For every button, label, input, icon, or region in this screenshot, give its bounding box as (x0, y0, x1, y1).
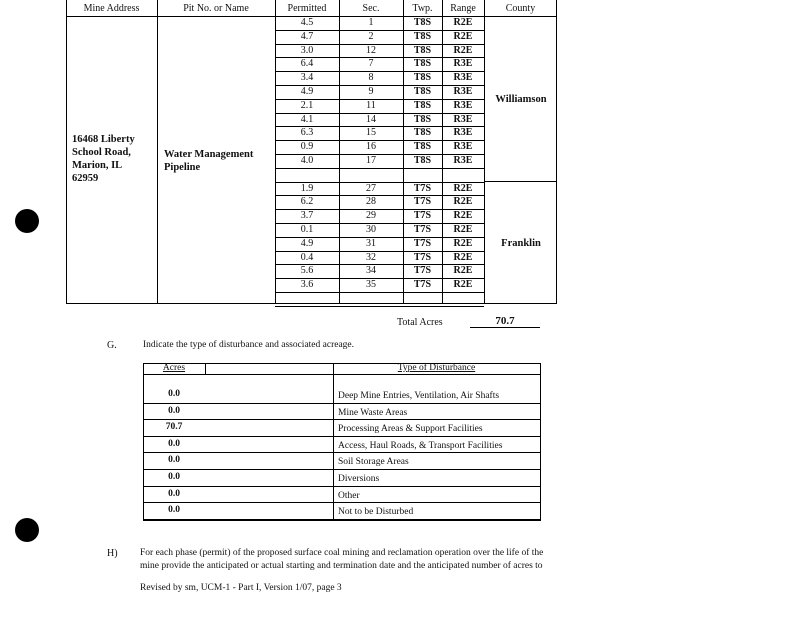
cell-acres: 1.9 (300, 182, 314, 194)
cell-range: R2E (453, 182, 473, 194)
cell-acres: 0.4 (300, 251, 314, 263)
disturbance-acres: 0.0 (168, 455, 180, 466)
cell-sec: 32 (366, 251, 376, 263)
cell-acres: 5.6 (300, 265, 314, 277)
county-franklin: Franklin (501, 238, 541, 249)
cell-sec: 14 (366, 113, 376, 125)
disturbance-acres: 0.0 (168, 505, 180, 516)
disturbance-row-divider (143, 519, 541, 520)
cell-acres: 2.1 (300, 99, 314, 111)
header-range: Range (450, 3, 476, 14)
row-divider (275, 292, 484, 293)
cell-twp: T8S (413, 127, 432, 139)
cell-acres: 0.9 (300, 141, 314, 153)
disturbance-row-divider (143, 452, 541, 453)
cell-sec: 1 (368, 17, 374, 28)
county-williamson: Williamson (495, 94, 547, 105)
cell-acres: 6.3 (300, 127, 314, 139)
cell-twp: T7S (413, 237, 432, 249)
mine-address-line: 62959 (72, 173, 99, 184)
cell-twp: T8S (413, 17, 432, 28)
cell-twp: T8S (413, 99, 432, 111)
disturbance-type: Deep Mine Entries, Ventilation, Air Shafts (338, 391, 500, 401)
cell-sec: 16 (366, 141, 376, 153)
mine-address (72, 133, 135, 185)
cell-range: R2E (453, 196, 473, 208)
header-sec: Sec. (362, 3, 380, 14)
disturbance-table (143, 363, 541, 521)
cell-acres: 4.0 (300, 155, 314, 166)
page-footer: Revised by sm, UCM-1 - Part I, Version 1/07, page 3 (140, 583, 342, 593)
cell-range: R2E (453, 17, 473, 28)
mine-location-table (66, 0, 557, 305)
disturbance-type: Mine Waste Areas (338, 407, 408, 418)
disturbance-row-divider (143, 502, 541, 503)
row-divider (275, 168, 484, 169)
cell-twp: T7S (413, 265, 432, 277)
cell-range: R2E (453, 251, 473, 263)
cell-twp: T7S (413, 224, 432, 235)
cell-range: R2E (453, 237, 473, 249)
cell-twp: T7S (413, 279, 432, 291)
cell-twp: T7S (413, 182, 432, 194)
pit-name (164, 148, 253, 174)
cell-sec: 35 (366, 279, 376, 291)
pit-name-line: Pipeline (164, 162, 201, 173)
cell-range: R2E (453, 30, 473, 42)
header-twp: Twp. (412, 3, 433, 14)
cell-range: R2E (453, 44, 473, 56)
disturbance-type: Other (338, 490, 360, 501)
cell-acres: 4.5 (300, 17, 314, 28)
cell-sec: 12 (366, 44, 376, 56)
cell-acres: 4.7 (300, 30, 314, 42)
disturbance-acres: 0.0 (168, 438, 180, 449)
header-acres-permitted: Permitted (287, 3, 327, 14)
disturbance-row-divider (143, 419, 541, 420)
cell-range: R3E (453, 72, 473, 84)
total-acres-underline (470, 327, 540, 328)
disturbance-acres: 0.0 (168, 405, 180, 416)
cell-range: R3E (453, 155, 473, 166)
cell-twp: T8S (413, 58, 432, 70)
mine-address-line: School Road, (72, 147, 131, 158)
disturbance-type: Soil Storage Areas (338, 457, 409, 468)
mine-address-line: Marion, IL (72, 160, 123, 171)
cell-acres: 4.1 (300, 113, 314, 125)
row-divider (275, 306, 484, 307)
cell-sec: 17 (366, 155, 376, 166)
cell-acres: 4.9 (300, 86, 314, 97)
cell-acres: 6.4 (300, 58, 314, 70)
cell-sec: 7 (368, 58, 374, 70)
cell-sec: 31 (366, 237, 376, 249)
cell-acres: 4.9 (300, 237, 314, 249)
cell-range: R2E (453, 279, 473, 291)
cell-sec: 34 (366, 265, 376, 277)
cell-range: R2E (453, 210, 473, 222)
cell-twp: T8S (413, 141, 432, 153)
cell-sec: 15 (366, 127, 376, 139)
disturbance-acres: 0.0 (168, 472, 180, 482)
cell-range: R3E (453, 127, 473, 139)
cell-twp: T8S (413, 86, 432, 97)
cell-sec: 8 (368, 72, 374, 84)
pit-name-line: Water Management (164, 149, 254, 160)
cell-sec: 30 (366, 224, 376, 235)
disturbance-acres: 0.0 (168, 488, 180, 499)
cell-twp: T7S (413, 210, 432, 222)
cell-twp: T8S (413, 113, 432, 125)
cell-twp: T7S (413, 251, 432, 263)
disturbance-row-divider (143, 436, 541, 437)
cell-acres: 0.1 (300, 224, 314, 235)
cell-range: R3E (453, 86, 473, 97)
disturbance-row-divider (143, 469, 541, 470)
disturbance-row-divider (143, 403, 541, 404)
section-g-letter: G. (107, 340, 117, 351)
disturbance-type: Not to be Disturbed (338, 507, 414, 518)
cell-twp: T8S (413, 30, 432, 42)
binder-hole-top (15, 209, 39, 233)
total-acres-label: Total Acres (397, 317, 443, 328)
cell-range: R3E (453, 113, 473, 125)
section-h-line2: mine provide the anticipated or actual starting and termination date and the anticipated number of acres to (140, 561, 543, 571)
header-county: County (505, 3, 536, 14)
cell-range: R2E (453, 224, 473, 235)
disturbance-type-header: Type of Disturbance (397, 363, 476, 373)
cell-acres: 3.0 (300, 44, 314, 56)
cell-twp: T8S (413, 155, 432, 166)
cell-range: R3E (453, 99, 473, 111)
section-g-instruction: Indicate the type of disturbance and associated acreage. (143, 340, 355, 350)
cell-twp: T7S (413, 196, 432, 208)
section-h-line1: For each phase (permit) of the proposed surface coal mining and reclamation operation over the life of the (140, 548, 544, 558)
cell-acres: 3.4 (300, 72, 314, 84)
total-acres-value: 70.7 (495, 315, 515, 327)
cell-sec: 28 (366, 196, 376, 208)
disturbance-type: Access, Haul Roads, & Transport Facilities (338, 440, 503, 451)
section-h-letter: H) (107, 548, 118, 559)
binder-hole-bottom (15, 518, 39, 542)
cell-twp: T8S (413, 44, 432, 56)
cell-range: R2E (453, 265, 473, 277)
header-pit: Pit No. or Name (183, 3, 249, 14)
disturbance-acres: 70.7 (165, 422, 183, 433)
cell-acres: 3.6 (300, 279, 314, 291)
cell-acres: 3.7 (300, 210, 314, 222)
cell-sec: 27 (366, 182, 376, 194)
disturbance-acres: 0.0 (168, 389, 180, 399)
disturbance-type: Diversions (338, 474, 380, 484)
cell-twp: T8S (413, 72, 432, 84)
cell-sec: 29 (366, 210, 376, 222)
cell-acres: 6.2 (300, 196, 314, 208)
disturbance-type: Processing Areas & Support Facilities (338, 424, 483, 435)
cell-sec: 9 (368, 86, 374, 97)
disturbance-acres-header: Acres (162, 363, 186, 373)
header-mine-address: Mine Address (83, 3, 140, 14)
disturbance-row-divider (143, 486, 541, 487)
mine-address-line: 16468 Liberty (72, 134, 135, 145)
cell-sec: 2 (368, 30, 374, 42)
cell-range: R3E (453, 141, 473, 153)
cell-sec: 11 (366, 99, 376, 111)
cell-range: R3E (453, 58, 473, 70)
